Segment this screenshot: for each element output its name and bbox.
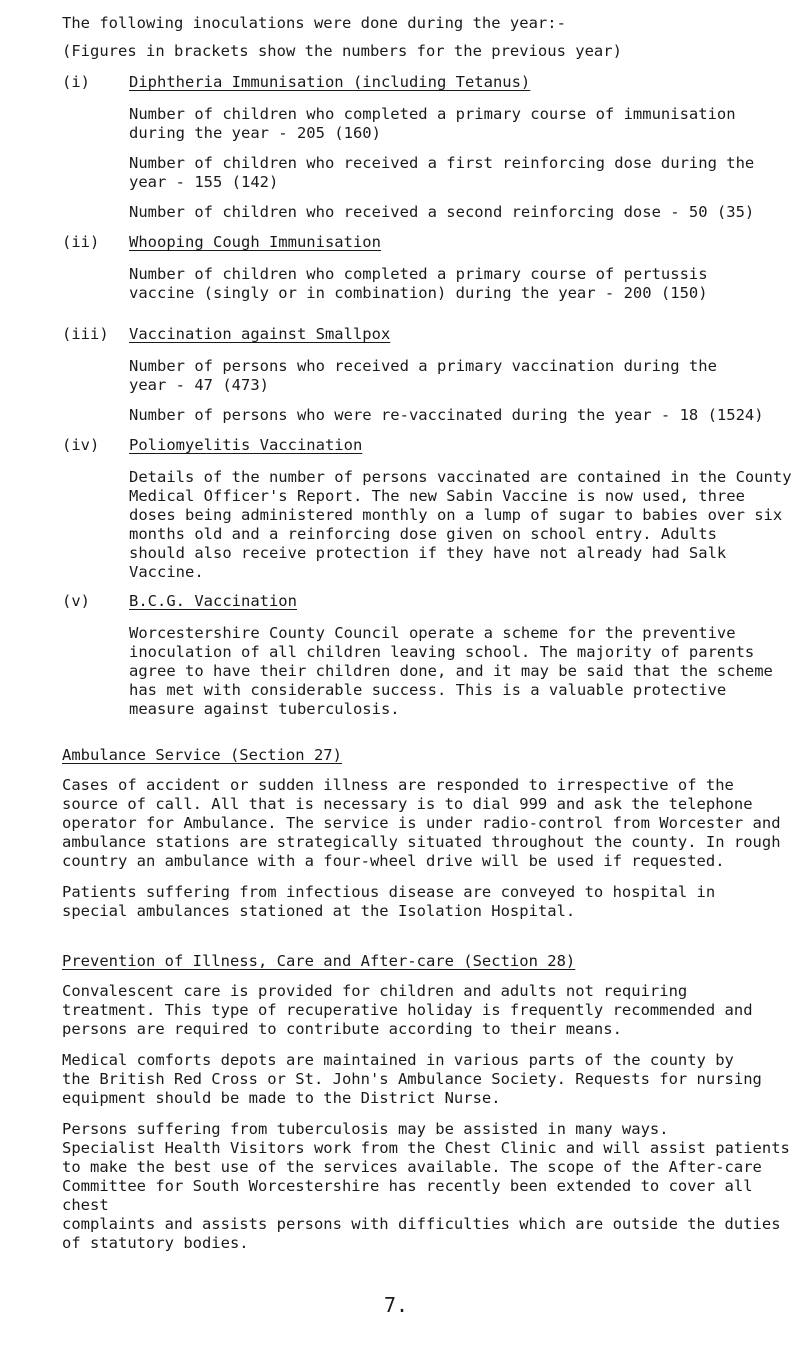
section-heading: Whooping Cough Immunisation — [129, 233, 381, 251]
page-number: 7. — [384, 1293, 409, 1317]
section-number: (i) — [62, 73, 90, 91]
section-paragraph: Number of persons who were re-vaccinated during the year - 18 (1524) — [129, 406, 764, 424]
intro-line-1: The following inoculations were done during the year:- — [62, 14, 566, 32]
section-heading: B.C.G. Vaccination — [129, 592, 297, 610]
section-paragraph: Number of children who received a first reinforcing dose during the year - 155 (142) — [129, 154, 755, 191]
section-number: (iii) — [62, 325, 109, 343]
ambulance-paragraph: Cases of accident or sudden illness are responded to irrespective of the source of call. All that is necessary is to dial 999 and ask the telephone operator for Ambulance. The service is under radio-control from Worcester and ambulance stations are strategically situated throughout the county. In rough country an ambulance with a four-wheel drive will be used if requested. — [62, 776, 781, 870]
section-number: (v) — [62, 592, 90, 610]
prevention-paragraph: Convalescent care is provided for children and adults not requiring treatment. This type of recuperative holiday is frequently recommended and persons are required to contribute according to their means. — [62, 982, 753, 1038]
section-paragraph: Worcestershire County Council operate a scheme for the preventive inoculation of all children leaving school. The majority of parents agree to have their children done, and it may be said that the scheme has met with considerable success. This is a valuable protective measure against tuberculosis. — [129, 624, 773, 718]
section-heading: Diphtheria Immunisation (including Tetanus) — [129, 73, 531, 91]
section-paragraph: Number of children who received a second reinforcing dose - 50 (35) — [129, 203, 755, 221]
section-number: (ii) — [62, 233, 100, 251]
prevention-heading: Prevention of Illness, Care and After-care (Section 28) — [62, 952, 576, 970]
intro-line-2: (Figures in brackets show the numbers for the previous year) — [62, 42, 622, 60]
prevention-paragraph: Medical comforts depots are maintained in various parts of the county by the British Red Cross or St. John's Ambulance Society. Requests for nursing equipment should be made to the District Nurse. — [62, 1051, 762, 1107]
section-paragraph: Number of children who completed a primary course of pertussis vaccine (singly or in combination) during the year - 200 (150) — [129, 265, 708, 302]
section-paragraph: Details of the number of persons vaccinated are contained in the County Medical Officer's Report. The new Sabin Vaccine is now used, three doses being administered monthly on a lump of sugar to babies over six months old and a reinforcing dose given on school entry. Adults should also receive protection if they have not already had Salk Vaccine. — [129, 468, 792, 581]
section-heading: Poliomyelitis Vaccination — [129, 436, 363, 454]
section-paragraph: Number of persons who received a primary vaccination during the year - 47 (473) — [129, 357, 717, 394]
ambulance-heading: Ambulance Service (Section 27) — [62, 746, 342, 764]
section-paragraph: Number of children who completed a primary course of immunisation during the year - 205 (160) — [129, 105, 736, 142]
ambulance-paragraph: Patients suffering from infectious disease are conveyed to hospital in special ambulances stationed at the Isolation Hospital. — [62, 883, 716, 920]
section-heading: Vaccination against Smallpox — [129, 325, 391, 343]
section-number: (iv) — [62, 436, 100, 454]
prevention-paragraph: Persons suffering from tuberculosis may be assisted in many ways. Specialist Health Visitors work from the Chest Clinic and will assist patients to make the best use of the services available. The scope of the After-care Committee for South Worcestershire has recently been extended to cover all chest complaints and assists persons with difficulties which are outside the duties of statutory bodies. — [62, 1120, 790, 1252]
